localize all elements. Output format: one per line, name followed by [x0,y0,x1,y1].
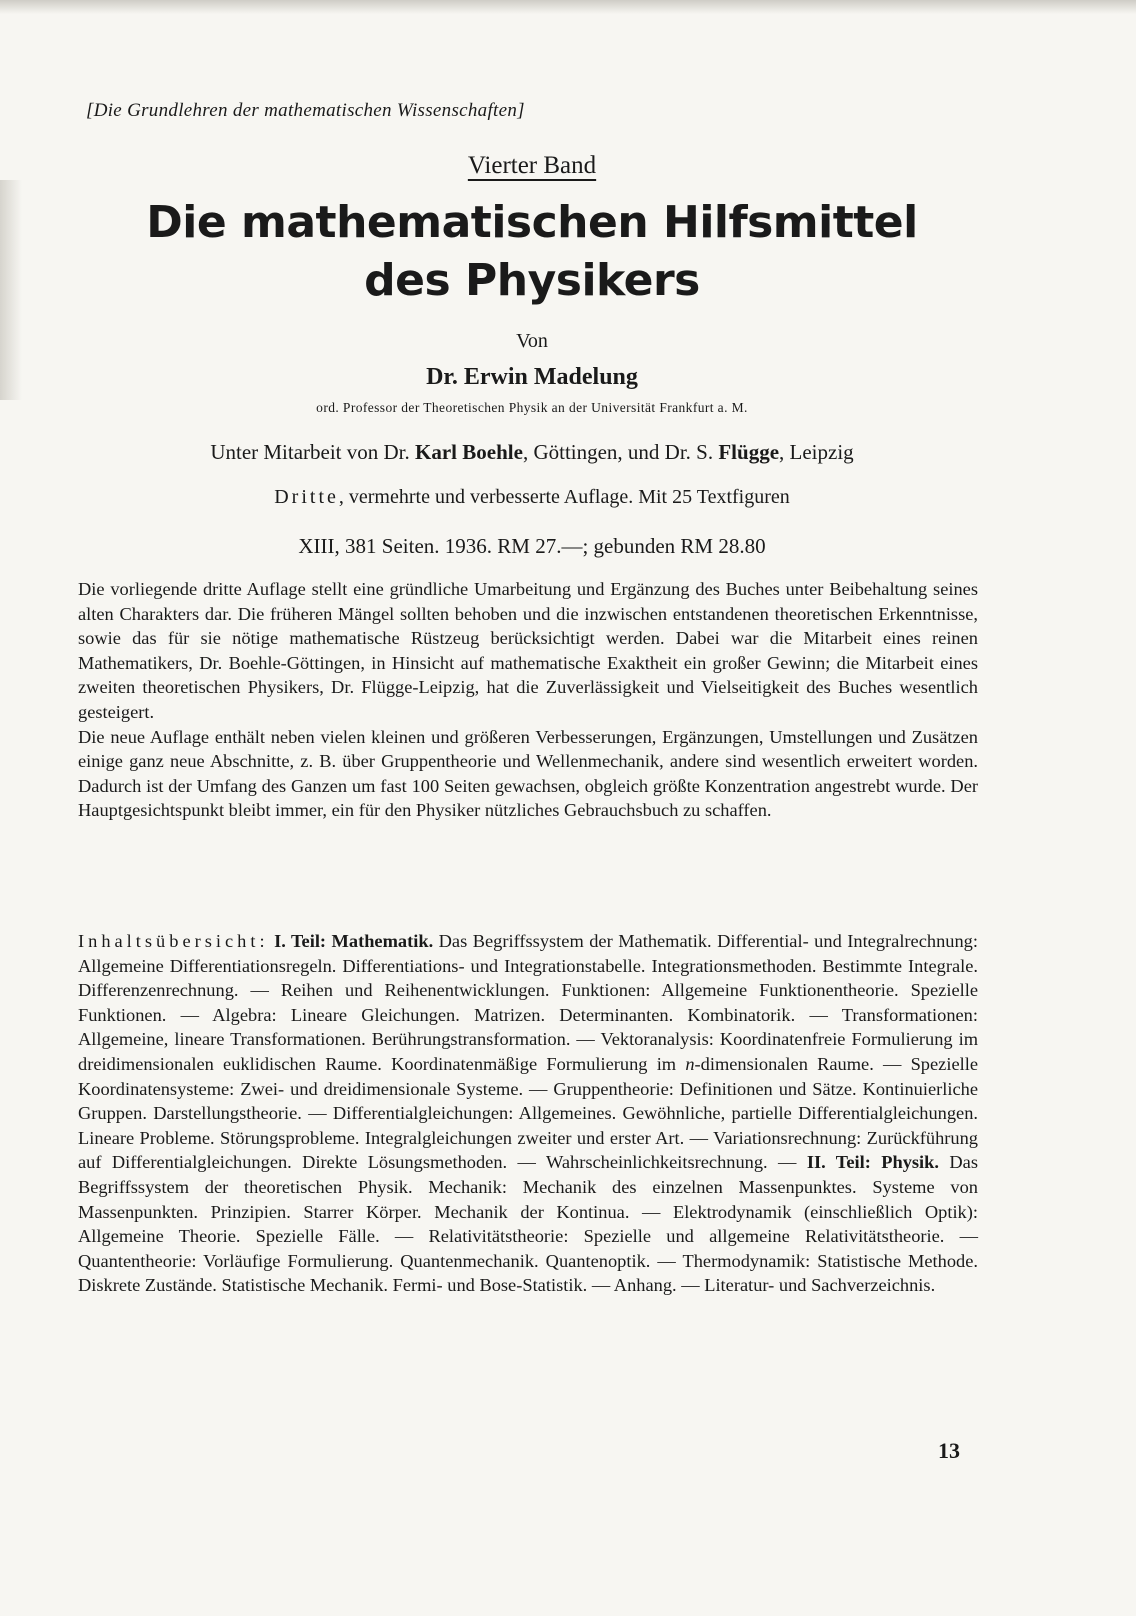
table-of-contents [78,929,978,1298]
book-title [0,194,1064,310]
description [78,577,978,823]
page-number: 13 [938,1438,960,1463]
contents-paragraph [78,929,978,1298]
dimension-symbol: n [685,1053,695,1074]
book-title-line-2: des Physikers [364,255,700,306]
collaborators-line [0,440,1064,465]
edition-details: , vermehrte und verbesserte Auflage. Mit 25 Textfiguren [338,486,790,508]
author-name: Dr. Erwin Madelung [426,364,638,390]
collab-middle: , Göttingen, und Dr. S. [522,440,719,464]
volume-label: Vierter Band [467,152,597,179]
collab-prefix: Unter Mitarbeit von Dr. [210,440,416,464]
by-label: Von [516,330,548,352]
collab-name-2: Flügge [718,440,780,464]
contents-label: Inhaltsübersicht: [78,931,269,951]
collab-name-1: Karl Boehle [415,440,523,464]
book-title-line-1: Die mathematischen Hilfsmittel [146,197,918,248]
part-1-text: Das Begriffssystem der Mathematik. Differential- und Integralrechnung: Allgemeine Differentiationsregeln. Differentiations- und Integrationstabelle. Integrationsmethoden. Bestimmte Integrale. Differenzenrechnung. — Reihen und Reihenentwicklungen. Funktionen: Allgemeine Funktionentheorie. Spezielle Funktionen. — Algebra: Lineare Gleichungen. Matrizen. Determinanten. Kombinatorik. — Transformationen: Allgemeine, lineare Transformationen. Berührungstransformation. — Vektoranalysis: Koordinatenfreie Formulierung im dreidimensionalen euklidischen Raume. Koordinatenmäßige Formulierung im [78,931,978,1074]
part-1-heading: I. Teil: Mathematik. [274,931,434,951]
part-2-text: Das Begriffssystem der theoretischen Physik. Mechanik: Mechanik des einzelnen Massenpunktes. Systeme von Massenpunkten. Prinzipien. Starrer Körper. Mechanik der Kontinua. — Elektrodynamik (einschließlich Optik): Allgemeine Theorie. Spezielle Fälle. — Relativitätstheorie: Spezielle und allgemeine Relativitätstheorie. — Quantentheorie: Vorläufige Formulierung. Quantenmechanik. Quantenoptik. — Thermodynamik: Statistische Methode. Diskrete Zustände. Statistische Mechanik. Fermi- und Bose-Statistik. — Anhang. — Literatur- und Sachverzeichnis. [78,1152,978,1296]
pricing-line: XIII, 381 Seiten. 1936. RM 27.—; gebunden RM 28.80 [298,534,766,558]
description-paragraph-2: Die neue Auflage enthält neben vielen kleinen und größeren Verbesserungen, Ergänzungen, Umstellungen und Zusätzen einige ganz neue Abschnitte, z. B. über Gruppentheorie und Wellenmechanik, andere sind wesentlich erweitert worden. Dadurch ist der Umfang des Ganzen um fast 100 Seiten gewachsen, obgleich größte Konzentration angestrebt wurde. Der Hauptgesichtspunkt bleibt immer, ein für den Physiker nützliches Gebrauchsbuch zu schaffen. [78,726,978,821]
scan-shadow-top [0,0,1136,14]
edition-ordinal: Dritte [274,486,339,508]
part-2-heading: II. Teil: Physik. [806,1152,939,1173]
part-1-text-continued: -dimensionalen Raume. — Spezielle Koordinatensysteme: Zwei- und dreidimensionale Systeme. — Gruppentheorie: Definitionen und Sätze. Kontinuierliche Gruppen. Darstellungstheorie. — Differentialgleichungen: Allgemeines. Gewöhnliche, partielle Differentialgleichungen. Lineare Probleme. Störungsprobleme. Integralgleichungen zweiter und erster Art. — Variationsrechnung: Zurückführung auf Differentialgleichungen. Direkte Lösungsmethoden. — Wahrscheinlichkeitsrechnung. — [78,1053,978,1173]
collab-suffix: , Leipzig [779,440,854,464]
volume-heading [0,152,1064,180]
author-affiliation: ord. Professor der Theoretischen Physik an der Universität Frankfurt a. M. [316,400,748,415]
description-paragraph-1: Die vorliegende dritte Auflage stellt eine gründliche Umarbeitung und Ergänzung des Buches unter Beibehaltung seines alten Charakters dar. Die früheren Mängel sollten behoben und die inzwischen entstandenen theoretischen Erkenntnisse, sowie das für sie nötige mathematische Rüstzeug berücksichtigt werden. Dabei war die Mitarbeit eines reinen Mathematikers, Dr. Boehle-Göttingen, in Hinsicht auf mathematische Exaktheit ein großer Gewinn; die Mitarbeit eines zweiten theoretischen Physikers, Dr. Flügge-Leipzig, hat die Zuverlässigkeit und Vielseitigkeit des Buches wesentlich gesteigert. [78,579,978,722]
edition-line [0,486,1064,509]
series-title: [Die Grundlehren der mathematischen Wissenschaften] [86,100,525,121]
